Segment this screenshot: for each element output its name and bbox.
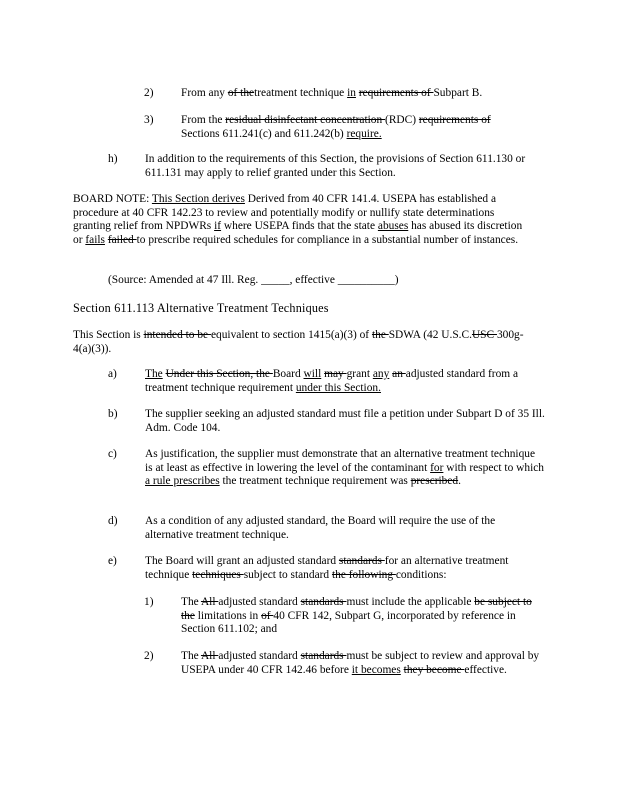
item-text: As a condition of any adjusted standard, the Board will require the use of the alternative treatment technique. xyxy=(145,515,496,541)
item-label: 2) xyxy=(144,87,154,99)
deleted-text: USC xyxy=(471,329,497,341)
item-label: e) xyxy=(108,555,117,567)
inserted-text: for xyxy=(430,461,444,474)
deleted-text: they become xyxy=(403,663,465,676)
inserted-text: The xyxy=(145,368,163,380)
item-text: The Board will grant an adjusted standard standards for an alternative treatment technique techniques subject to standard the following conditions: xyxy=(145,555,509,581)
item-label: d) xyxy=(108,515,118,527)
inserted-text: any xyxy=(372,368,390,380)
deleted-text: standards xyxy=(300,650,347,662)
deleted-text: standards xyxy=(338,555,385,567)
deleted-text: residual disinfectant concentration xyxy=(225,114,386,126)
inserted-text: under this Section. xyxy=(295,381,381,394)
section-intro: This Section is intended to be equivalent to section 1415(a)(3) of the SDWA (42 U.S.C.USC 300g-4(a)(3)). xyxy=(73,329,524,355)
item-label: c) xyxy=(108,448,117,460)
inserted-text: require. xyxy=(346,127,382,140)
deleted-text: requirements of xyxy=(358,87,434,99)
item-label: 2) xyxy=(144,650,154,662)
deleted-text: failed xyxy=(107,233,137,246)
deleted-text: requirements of xyxy=(418,114,491,126)
deleted-text: All xyxy=(200,650,219,662)
deleted-text: techniques xyxy=(192,568,244,581)
item-label: 3) xyxy=(144,114,154,126)
inserted-text: in xyxy=(347,87,356,99)
deleted-text: intended to be xyxy=(143,329,211,341)
deleted-text: be subject to the xyxy=(181,596,532,622)
deleted-text: the following xyxy=(331,568,396,581)
item-text: The Under this Section, the Board will may grant any an adjusted standard from a treatment technique requirement under this Section. xyxy=(145,368,519,394)
deleted-text: standards xyxy=(300,596,347,608)
deleted-text: All xyxy=(200,596,219,608)
deleted-text: may xyxy=(324,368,347,380)
source-line: (Source: Amended at 47 Ill. Reg. _____, effective __________) xyxy=(108,274,399,286)
deleted-text: the xyxy=(371,329,389,341)
item-label: a) xyxy=(108,368,117,380)
item-text: In addition to the requirements of this Section, the provisions of Section 611.130 or 611.131 may apply to relief granted under this Section. xyxy=(145,153,526,179)
inserted-text: This Section derives xyxy=(151,193,245,205)
deleted-text: of xyxy=(261,609,274,622)
deleted-text: an xyxy=(392,368,406,380)
inserted-text: a rule prescribes xyxy=(145,475,220,488)
item-text: The supplier seeking an adjusted standard must file a petition under Subpart D of 35 Ill. Adm. Code 104. xyxy=(145,408,545,434)
inserted-text: it becomes xyxy=(351,663,401,676)
inserted-text: if xyxy=(214,220,222,233)
deleted-text: prescribed xyxy=(410,475,459,488)
section-heading: Section 611.113 Alternative Treatment Techniques xyxy=(73,301,329,315)
item-text: From the residual disinfectant concentration (RDC) requirements of Sections 611.241(c) and 611.242(b) require. xyxy=(181,114,491,140)
item-text: The All adjusted standard standards must include the applicable be subject to the limitations in of 40 CFR 142, Subpart G, incorporated by reference in Section 611.102; and xyxy=(181,596,532,636)
deleted-text: Under this Section, the xyxy=(165,368,273,380)
item-label: h) xyxy=(108,153,118,165)
inserted-text: fails xyxy=(85,233,105,246)
item-text: The All adjusted standard standards must be subject to review and approval by USEPA under 40 CFR 142.46 before it becomes they become effective. xyxy=(181,650,540,676)
item-label: b) xyxy=(108,408,118,420)
inserted-text: will xyxy=(303,368,322,380)
item-text: From any of thetreatment technique in requirements of Subpart B. xyxy=(181,87,483,99)
item-label: 1) xyxy=(144,596,154,608)
item-text: As justification, the supplier must demonstrate that an alternative treatment technique is at least as effective in lowering the level of the contaminant for with respect to which a rule prescribes the treatment technique requirement was prescribed. xyxy=(145,448,544,488)
deleted-text: of the xyxy=(227,87,255,99)
inserted-text: abuses xyxy=(377,220,409,233)
board-note: BOARD NOTE: This Section derives Derived from 40 CFR 141.4. USEPA has established a procedure at 40 CFR 142.23 to review and potentially modify or nullify state determinations granting relief from NPDWRs if where USEPA finds that the state abuses has abused its discretion or fails failed to prescribe required schedules for compliance in a substantial number of instances. xyxy=(73,193,523,246)
